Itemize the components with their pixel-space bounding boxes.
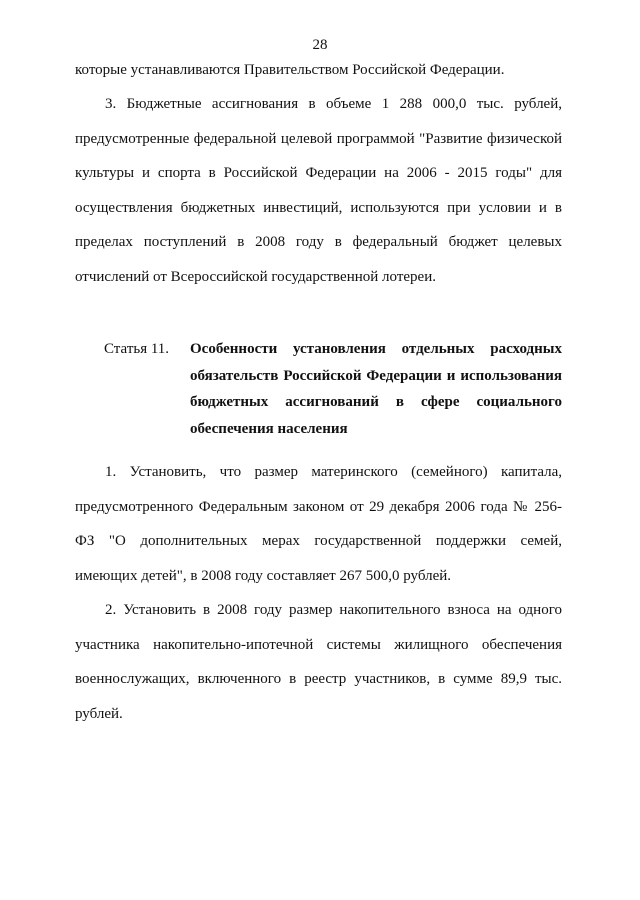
- paragraph-11-1: 1. Установить, что размер материнского (семейного) капитала, предусмотренного Федеральным законом от 29 декабря 2006 года № 256-ФЗ "О дополнительных мерах государственной поддержки семей, имеющих детей", в 2008 году составляет 267 500,0 рублей.: [75, 464, 562, 584]
- paragraph-3: 3. Бюджетные ассигнования в объеме 1 288 000,0 тыс. рублей, предусмотренные федеральной целевой программой "Развитие физической культуры и спорта в Российской Федерации на 2006 - 2015 годы" для осуществления бюджетных инвестиций, используются при условии и в пределах поступлений в 2008 году в федеральный бюджет целевых отчислений от Всероссийской государственной лотереи.: [75, 96, 562, 285]
- paragraph-11-2: 2. Установить в 2008 году размер накопительного взноса на одного участника накопительно-ипотечной системы жилищного обеспечения военнослужащих, включенного в реестр участников, в сумме 89,9 тыс. рублей.: [75, 602, 562, 722]
- paragraph-continuation: которые устанавливаются Правительством Российской Федерации.: [75, 62, 505, 78]
- page-number: 28: [312, 37, 328, 53]
- article-label: Статья 11.: [104, 341, 170, 357]
- article-title: Особенности установления отдельных расходных обязательств Российской Федерации и использования бюджетных ассигнований в сфере социального обеспечения населения: [190, 341, 562, 437]
